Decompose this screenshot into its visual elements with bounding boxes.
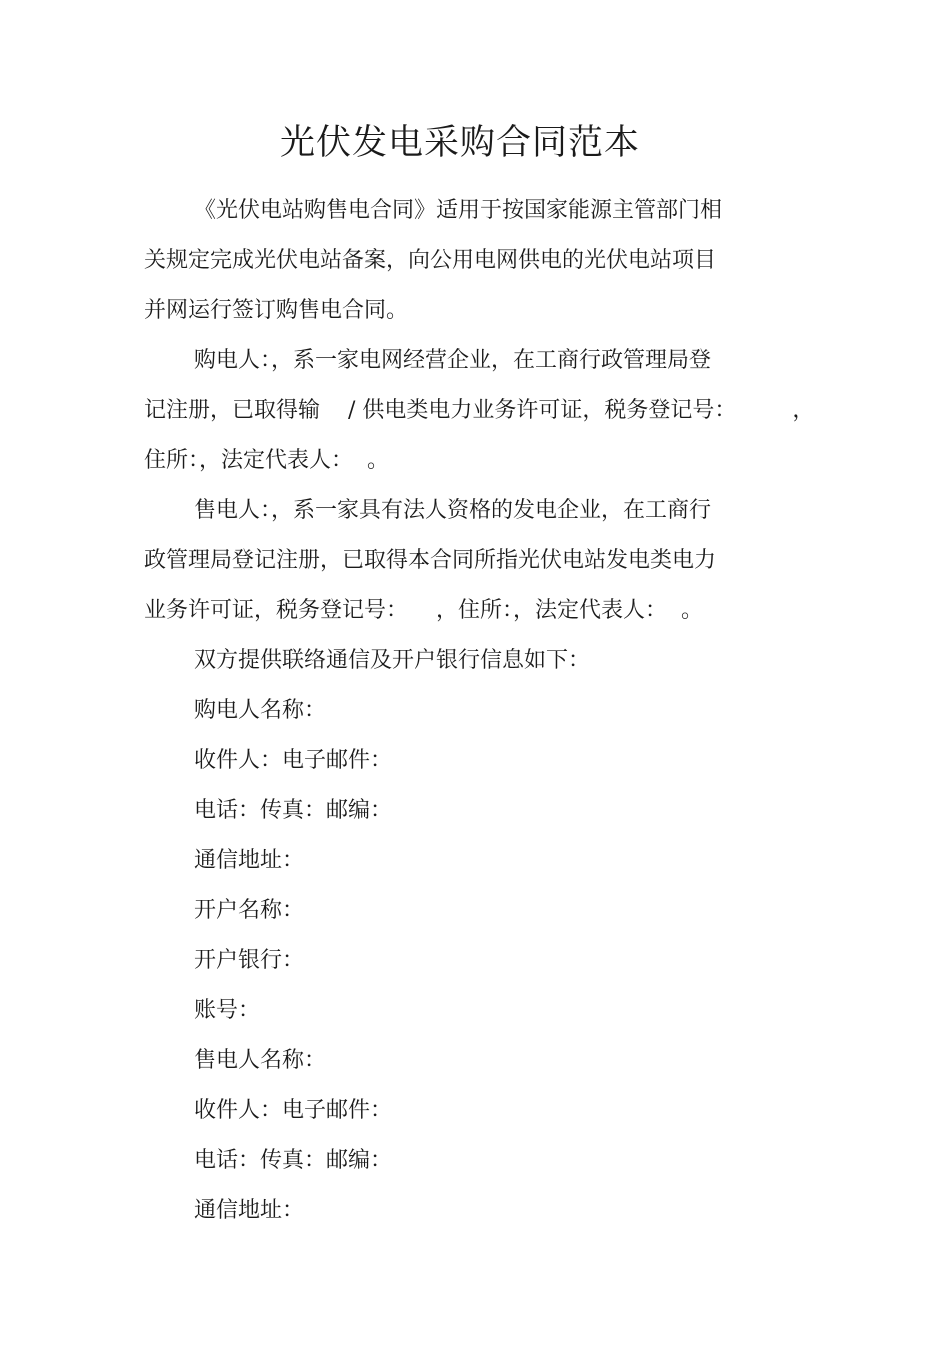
seller-address-field: 通信地址： xyxy=(194,1198,305,1223)
buyer-info-block xyxy=(144,686,804,1036)
buyer-clause-paragraph xyxy=(144,336,815,486)
buyer-phone-fax-zip-field: 电话：传真：邮编： xyxy=(194,798,393,823)
text-line: 记注册，已取得输 / 供电类电力业务许可证，税务登记号： ， xyxy=(144,398,815,423)
text-line: 购电人：，系一家电网经营企业，在工商行政管理局登 xyxy=(194,348,712,373)
seller-clause-paragraph xyxy=(144,486,804,636)
text-line: 并网运行签订购售电合同。 xyxy=(144,298,409,323)
intro-paragraph xyxy=(144,186,804,336)
seller-recipient-email-field: 收件人：电子邮件： xyxy=(194,1098,393,1123)
text-line: 住所：，法定代表人： 。 xyxy=(144,448,389,473)
text-line: 业务许可证，税务登记号： ，住所：，法定代表人： 。 xyxy=(144,598,703,623)
buyer-account-no-field: 账号： xyxy=(194,998,261,1023)
seller-name-field: 售电人名称： xyxy=(194,1048,327,1073)
seller-phone-fax-zip-field: 电话：传真：邮编： xyxy=(194,1148,393,1173)
buyer-bank-field: 开户银行： xyxy=(194,948,305,973)
buyer-recipient-email-field: 收件人：电子邮件： xyxy=(194,748,393,773)
text-line: 双方提供联络通信及开户银行信息如下： xyxy=(194,648,591,673)
document-title: 光伏发电采购合同范本 xyxy=(279,123,640,163)
document-body xyxy=(144,186,815,1236)
text-line: 《光伏电站购售电合同》适用于按国家能源主管部门相 xyxy=(194,198,723,223)
contact-intro-paragraph xyxy=(144,636,804,686)
buyer-address-field: 通信地址： xyxy=(194,848,305,873)
buyer-name-field: 购电人名称： xyxy=(194,698,327,723)
text-line: 政管理局登记注册，已取得本合同所指光伏电站发电类电力 xyxy=(144,548,717,573)
text-line: 售电人：，系一家具有法人资格的发电企业，在工商行 xyxy=(194,498,712,523)
text-line: 关规定完成光伏电站备案，向公用电网供电的光伏电站项目 xyxy=(144,248,717,273)
buyer-account-name-field: 开户名称： xyxy=(194,898,305,923)
seller-info-block xyxy=(144,1036,804,1236)
